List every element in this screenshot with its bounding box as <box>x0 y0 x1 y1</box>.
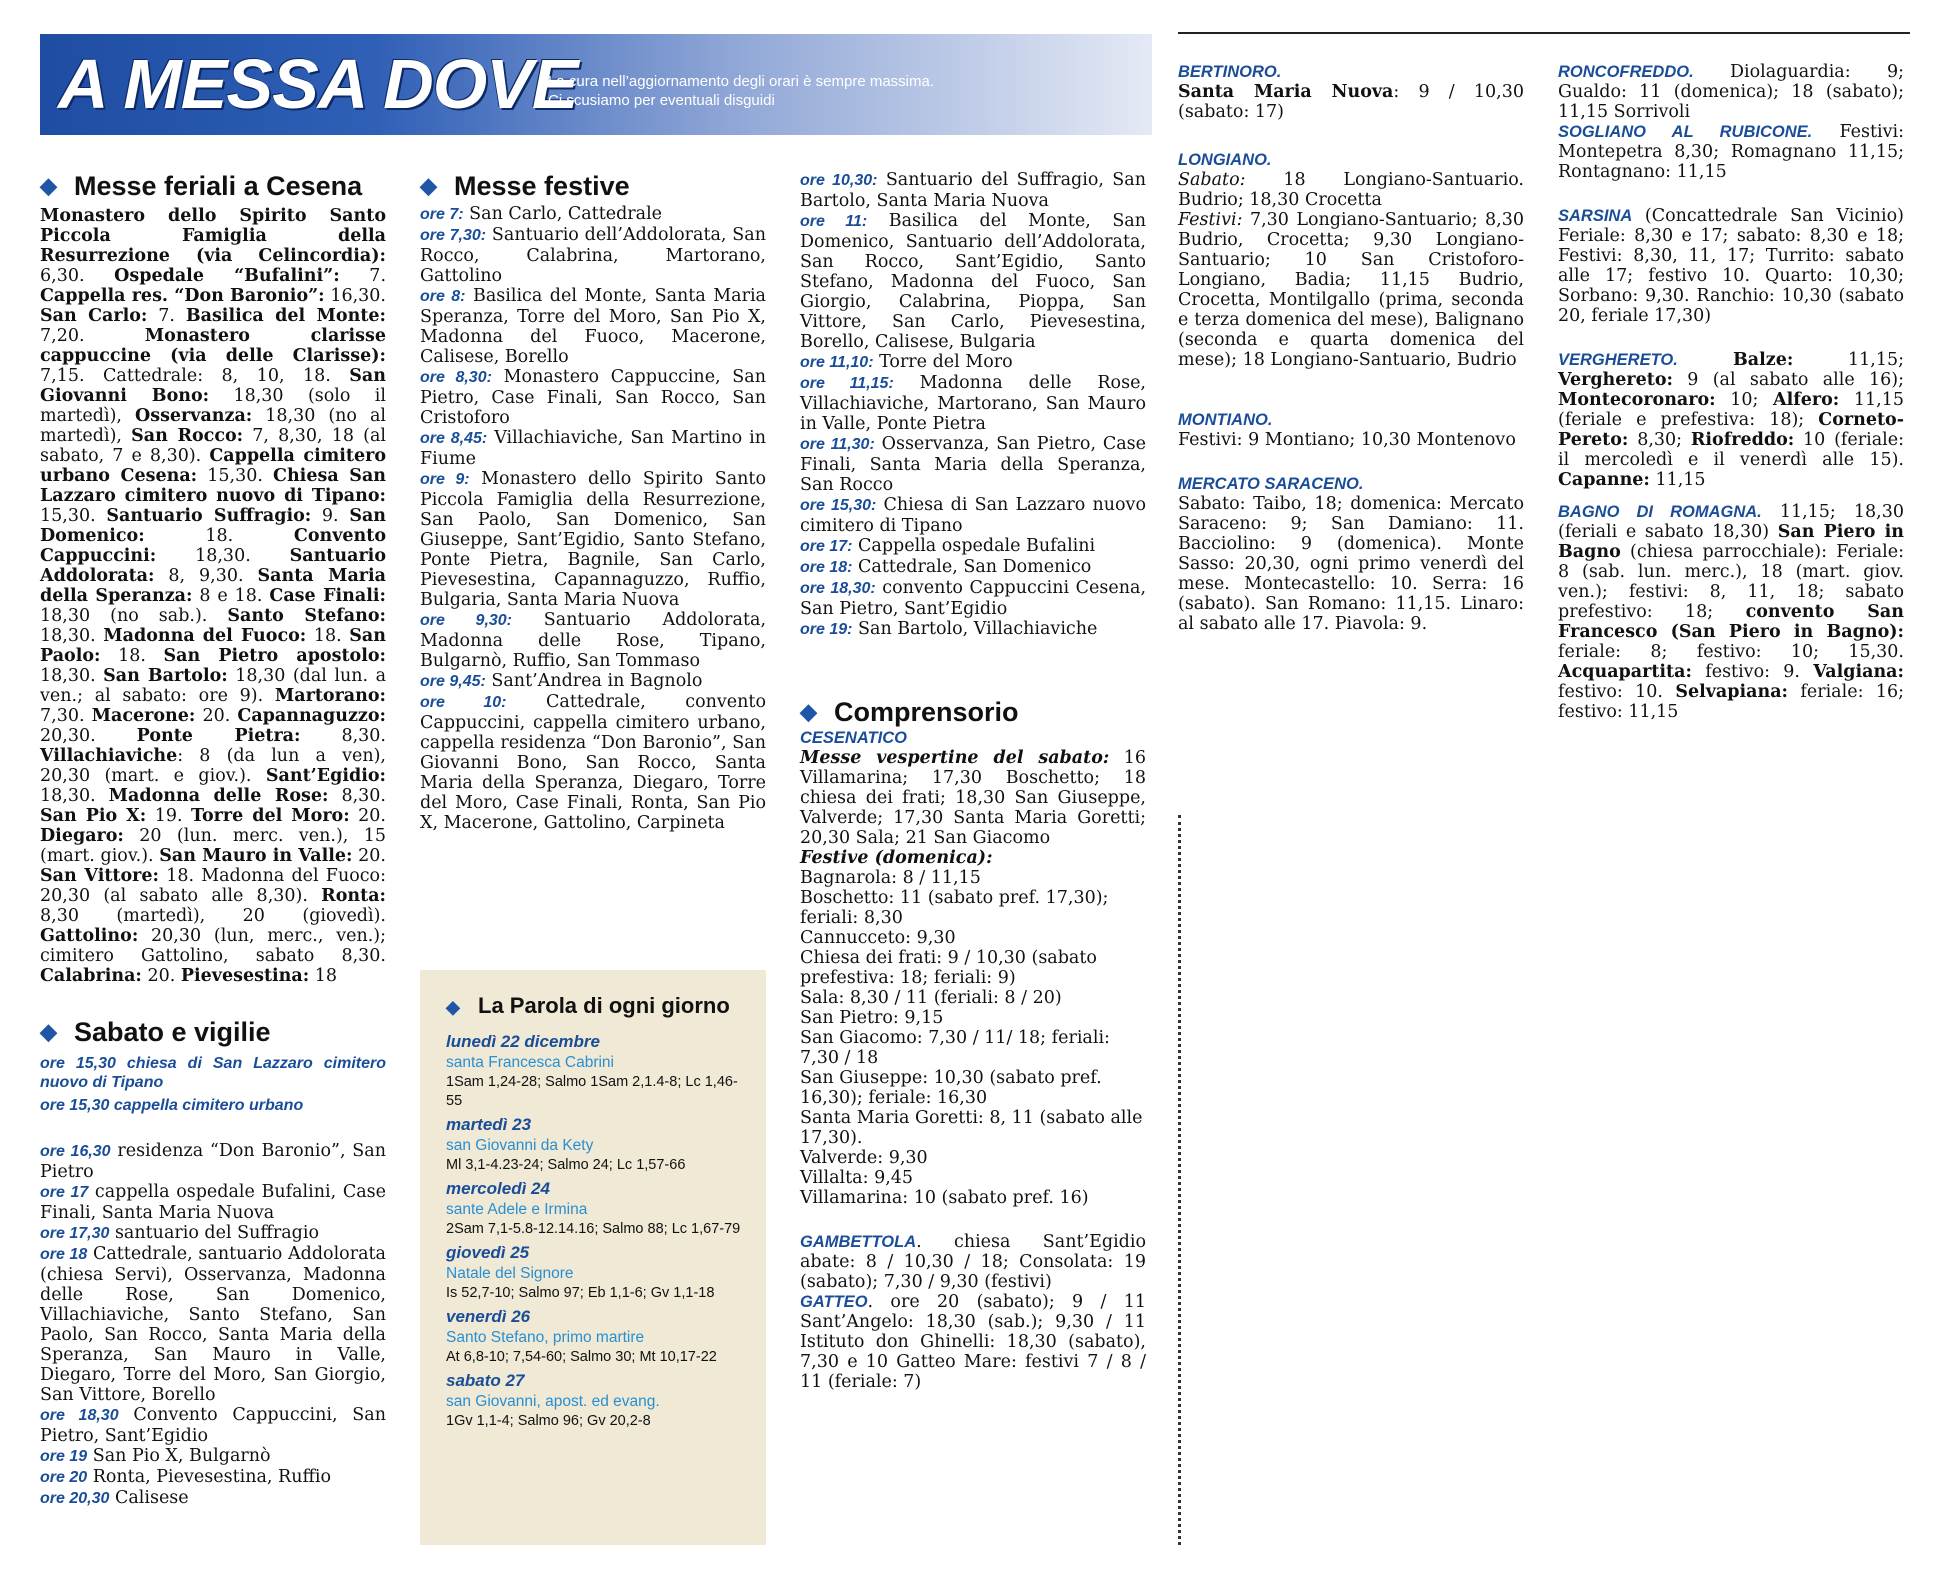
bold-label: Capanne: <box>1558 470 1650 490</box>
schedule-entry <box>800 434 1146 495</box>
entry-time: ore 9,30: <box>420 612 513 629</box>
entry-text: 20. <box>141 966 181 986</box>
bold-label: San Carlo: <box>40 306 148 326</box>
entry-text: Cattedrale, San Domenico <box>852 557 1092 577</box>
entry-text: 9. <box>311 506 350 526</box>
parola-saint: Natale del Signore <box>446 1265 574 1282</box>
top-rule <box>1178 32 1910 34</box>
entry-text: Convento Cappuccini, San Pietro, Sant’Egidio <box>40 1405 386 1446</box>
bold-label: Sant’Egidio: <box>265 766 386 786</box>
schedule-entry <box>800 619 1146 640</box>
entry-text: 7, 8,30, 18 (al sabato, 7 e 8,30). <box>40 426 387 466</box>
schedule-entry <box>800 557 1146 578</box>
entry-time: ore 18,30 <box>40 1407 119 1424</box>
schedule-entry <box>800 373 1146 434</box>
sabato-blue-line-2: ore 15,30 cappella cimitero urbano <box>40 1097 304 1114</box>
parola-saint: santa Francesca Cabrini <box>446 1054 614 1071</box>
entry-text: Monastero Cappuccine, San Pietro, Case Finali, San Rocco, San Cristoforo <box>420 367 766 428</box>
bold-label: San Rocco: <box>131 426 244 446</box>
column-festive <box>420 170 766 833</box>
entry-text: 20. <box>195 706 238 726</box>
entry-time: ore 8,45: <box>420 430 488 447</box>
entry-text: 18. <box>306 626 350 646</box>
entry-time: ore 17,30 <box>40 1225 110 1242</box>
verghereto-entry: VERGHERETO. Balze: 11,15; Verghereto: 9 (al sabato alle 16); Montecoronaro: 10; Alfero: 11,15 (feriale e prefestiva: 18); Corneto-Pereto: 8,30; Riofreddo: 10 (feriale: il mercoledì e il venerdì alle 15). Capanne: 11,15 <box>1558 350 1904 490</box>
bold-label: Monastero clarisse cappuccine (via delle Clarisse): <box>40 326 387 366</box>
parola-day <box>446 1178 752 1239</box>
entry-text: 20 (lun. merc. ven.), 15 (mart. giov.). <box>40 826 386 866</box>
heading-text: Comprensorio <box>834 697 1019 727</box>
entry-time: ore 8,30: <box>420 369 492 386</box>
parola-reading: Is 52,7-10; Salmo 97; Eb 1,1-6; Gv 1,1-18 <box>446 1285 715 1301</box>
section-heading-comprensorio <box>800 696 1146 728</box>
entry-text: San Bartolo, Villachiaviche <box>852 619 1098 639</box>
bold-label: Montecoronaro: <box>1558 390 1716 410</box>
cesenatico-line: Villamarina: 10 (sabato pref. 16) <box>800 1188 1089 1208</box>
schedule-entry <box>40 1141 386 1182</box>
bold-label: Balze: <box>1677 350 1794 370</box>
schedule-entry <box>40 1467 386 1488</box>
entry-text: Basilica del Monte, San Domenico, Santuario dell’Addolorata, San Rocco, Sant’Egidio, Santo Stefano, Madonna del Fuoco, San Giorgio, Calabrina, Pioppa, San Vittore, San Carlo, Pievesestina, Borello, Calisese, Bulgaria <box>800 211 1147 352</box>
bold-label: San Paolo: <box>40 626 386 666</box>
entry-text: 18,30. <box>40 786 109 806</box>
entry-text: Chiesa di San Lazzaro nuovo cimitero di Tipano <box>800 495 1146 536</box>
schedule-entry <box>420 225 766 286</box>
parola-day <box>446 1306 752 1367</box>
entry-text: Santuario del Suffragio, San Bartolo, Santa Maria Nuova <box>800 170 1146 211</box>
gambettola-entry: GAMBETTOLA. chiesa Sant’Egidio abate: 8 / 10,30 / 18; Consolata: 19 (sabato); 7,30 / 9,30 (festivi) <box>800 1232 1146 1292</box>
entry-text: 7,30. <box>40 706 92 726</box>
entry-text: cappella ospedale Bufalini, Case Finali, Santa Maria Nuova <box>40 1182 387 1223</box>
place-mercato: MERCATO SARACENO. <box>1178 475 1364 493</box>
festive-list <box>420 204 766 833</box>
parola-saint: san Giovanni, apost. ed evang. <box>446 1393 660 1410</box>
section-heading-sabato <box>40 1016 386 1048</box>
bold-label: Osservanza: <box>134 406 253 426</box>
entry-text: 8, 9,30. <box>154 566 258 586</box>
bold-label: Chiesa San Lazzaro cimitero nuovo di Tipano: <box>40 466 386 506</box>
entry-text: 7,20. <box>40 326 145 346</box>
entry-time: ore 20,30 <box>40 1490 110 1507</box>
bold-label: Convento Cappuccini: <box>40 526 386 566</box>
cesenatico-line: San Giacomo: 7,30 / 11/ 18; feriali: 7,30 / 18 <box>800 1028 1110 1068</box>
cesenatico-line: Chiesa dei frati: 9 / 10,30 (sabato prefestiva: 18; feriali: 9) <box>800 948 1097 988</box>
heading-text: La Parola di ogni giorno <box>478 993 730 1018</box>
entry-text: Villachiaviche, San Martino in Fiume <box>420 428 766 469</box>
entry-text: 20,30 (lun, merc., ven.); cimitero Gattolino, sabato 8,30. <box>40 926 386 966</box>
bold-label: Monastero dello Spirito Santo Piccola Famiglia della Resurrezione (via Celincordia): <box>40 206 386 266</box>
entry-text: 9 (al sabato alle 16); <box>1673 370 1904 390</box>
bold-label: Villachiaviche <box>40 746 178 766</box>
bold-label: Diegaro: <box>40 826 124 846</box>
bold-label: convento San Francesco (San Piero in Bagno): <box>1558 602 1904 642</box>
entry-text: 8,30. <box>300 726 386 746</box>
entry-text: Monastero dello Spirito Santo Piccola Famiglia della Resurrezione, San Paolo, San Domenico, San Giuseppe, Sant’Egidio, Santo Stefano, Ponte Pietra, Bagnile, San Carlo, Pievesestina, Capannaguzzo, Ruffio, Bulgaria, Santa Maria Nuova <box>420 469 766 610</box>
column-5 <box>1558 62 1904 722</box>
entry-time: ore 18,30: <box>800 580 876 597</box>
entry-text: 18 <box>309 966 338 986</box>
section-heading-feriali <box>40 170 386 202</box>
entry-text: 8,30; <box>1628 430 1691 450</box>
entry-text: 10 (feriale: il mercoledì e il venerdì alle 15). <box>1558 430 1904 470</box>
cesenatico-line: San Pietro: 9,15 <box>800 1008 944 1028</box>
schedule-entry <box>800 495 1146 536</box>
sarsina-entry: SARSINA (Concattedrale San Vicinio) Feriale: 8,30 e 17; sabato: 8,30 e 18; Festivi: 8,30, 11, 17; Turrito: sabato alle 17; festivo 10. Quarto: 10,30; Sorbano: 9,30. Ranchio: 10,30 (sabato 20, feriale 17,30) <box>1558 206 1904 326</box>
column-4 <box>1178 62 1524 634</box>
diamond-icon: ◆ <box>446 997 460 1017</box>
diamond-icon: ◆ <box>800 699 817 724</box>
bold-label: San Bartolo: <box>103 666 228 686</box>
entry-time: ore 18: <box>800 559 853 576</box>
bold-label: Gattolino: <box>40 926 139 946</box>
cesenatico-line: Cannucceto: 9,30 <box>800 928 956 948</box>
cesenatico-lines <box>800 868 1146 1208</box>
parola-list <box>446 1031 752 1431</box>
bertinoro-entry: Santa Maria Nuova: 9 / 10,30 (sabato: 17) <box>1178 82 1524 122</box>
bold-label: San Pio X: <box>40 806 147 826</box>
entry-text: 15,30. <box>40 506 107 526</box>
sabato-list <box>40 1141 386 1509</box>
schedule-entry <box>800 536 1146 557</box>
entry-text: 11,15; 18,30 (feriali e sabato 18,30) <box>1558 502 1904 542</box>
cesenatico-line: Villalta: 9,45 <box>800 1168 914 1188</box>
schedule-entry <box>800 170 1146 211</box>
column-comprensorio <box>800 170 1146 1392</box>
entry-text: feriale: 8; festivo: 10; 15,30. <box>1558 642 1904 662</box>
bold-label: Macerone: <box>91 706 196 726</box>
entry-time: ore 17 <box>40 1184 89 1201</box>
parola-day-title: giovedì 25 <box>446 1243 530 1262</box>
bold-label: Ponte Pietra: <box>136 726 301 746</box>
entry-text: 11,15 (feriale e prefestiva: 18); <box>1558 390 1904 430</box>
parola-day-title: venerdì 26 <box>446 1307 531 1326</box>
diamond-icon: ◆ <box>40 1019 57 1044</box>
entry-text: 20,30. <box>40 726 137 746</box>
entry-text: Ronta, Pievesestina, Ruffio <box>87 1467 332 1487</box>
entry-text: Torre del Moro <box>873 352 1013 372</box>
place-cesenatico: CESENATICO <box>800 729 907 747</box>
entry-text: Santuario Addolorata, Madonna delle Rose, Tipano, Bulgarnò, Ruffio, San Tommaso <box>420 610 767 671</box>
parola-heading <box>446 992 752 1021</box>
bold-label: Basilica del Monte: <box>185 306 386 326</box>
entry-text: festivo: 9. <box>1691 662 1814 682</box>
bold-label: San Vittore: <box>40 866 159 886</box>
entry-text: Cappella ospedale Bufalini <box>852 536 1096 556</box>
sogliano-entry: SOGLIANO AL RUBICONE. Festivi: Montepetra 8,30; Romagnano 11,15; Rontagnano: 11,15 <box>1558 122 1904 182</box>
entry-text: 8 e 18. <box>192 586 270 606</box>
schedule-entry <box>40 1223 386 1244</box>
entry-text: 18. <box>144 526 294 546</box>
entry-text: 7,15. Cattedrale: 8, 10, 18. <box>40 366 350 386</box>
entry-text: Calisese <box>109 1488 189 1508</box>
place-montiano: MONTIANO. <box>1178 411 1273 429</box>
entry-time: ore 9,45: <box>420 673 486 690</box>
entry-text: 7. <box>339 266 387 286</box>
schedule-entry <box>420 367 766 428</box>
parola-reading: 1Gv 1,1-4; Salmo 96; Gv 20,2-8 <box>446 1413 651 1429</box>
entry-time: ore 11,15: <box>800 375 894 392</box>
column-feriali <box>40 170 386 1509</box>
bold-label: Martorano: <box>274 686 386 706</box>
parola-day-title: lunedì 22 dicembre <box>446 1032 600 1051</box>
entry-text: San Pio X, Bulgarnò <box>87 1446 271 1466</box>
entry-text: 11,15 <box>1649 470 1706 490</box>
bold-label: Calabrina: <box>40 966 142 986</box>
bold-label: San Giovanni Bono: <box>40 366 386 406</box>
parola-reading: Ml 3,1-4.23-24; Salmo 24; Lc 1,57-66 <box>446 1157 686 1173</box>
cesenatico-line: San Giuseppe: 10,30 (sabato pref. 16,30); feriale: 16,30 <box>800 1068 1102 1108</box>
bold-label: Riofreddo: <box>1690 430 1795 450</box>
entry-text: 20. <box>352 846 386 866</box>
bold-label: Alfero: <box>1773 390 1840 410</box>
entry-text: 7. <box>147 306 186 326</box>
parola-day <box>446 1114 752 1175</box>
cesenatico-line: Bagnarola: 8 / 11,15 <box>800 868 981 888</box>
entry-text: santuario del Suffragio <box>109 1223 319 1243</box>
column-divider <box>1178 815 1181 1545</box>
entry-text: 20. <box>349 806 386 826</box>
longiano-festivi: Festivi: 7,30 Longiano-Santuario; 8,30 Budrio, Crocetta; 9,30 Longiano-Santuario; 10 San Cristoforo-Longiano, Badia; 11,15 Budrio, Crocetta, Montilgallo (prima, seconda e terza domenica del mese), Balignano (seconda e quarta domenica del mese); 18 Longiano-Santuario, Budrio <box>1178 210 1524 370</box>
heading-text: Sabato e vigilie <box>74 1017 271 1047</box>
entry-text: (chiesa parrocchiale): Feriale: 8 (sab. lun. merc.), 18 (mart. giov. ven.); festivi: 8, 11, 18; sabato prefestivo: 18; <box>1558 542 1904 622</box>
cesenatico-line: Boschetto: 11 (sabato pref. 17,30); feriali: 8,30 <box>800 888 1109 928</box>
bold-label: Santa Maria della Speranza: <box>40 566 386 606</box>
parola-day <box>446 1370 752 1431</box>
cesenatico-line: Santa Maria Goretti: 8, 11 (sabato alle 17,30). <box>800 1108 1143 1148</box>
page-title: A MESSA DOVE <box>58 45 578 123</box>
parola-reading: 1Sam 1,24-28; Salmo 1Sam 2,1.4-8; Lc 1,46-55 <box>446 1074 738 1109</box>
entry-time: ore 17: <box>800 538 853 555</box>
schedule-entry <box>40 1182 386 1223</box>
schedule-entry <box>40 1446 386 1467</box>
entry-text: 18,30. <box>40 666 104 686</box>
schedule-entry <box>420 428 766 469</box>
heading-text: Messe festive <box>454 171 630 201</box>
sabato-blue-line-1: ore 15,30 chiesa di San Lazzaro cimitero nuovo di Tipano <box>40 1055 386 1091</box>
cesenatico-line: Valverde: 9,30 <box>800 1148 928 1168</box>
bagno-entry: BAGNO DI ROMAGNA. 11,15; 18,30 (feriali e sabato 18,30) San Piero in Bagno (chiesa parrocchiale): Feriale: 8 (sab. lun. merc.), 18 (mart. giov. ven.); festivi: 8, 11, 18; sabato prefestivo: 18; convento San Francesco (San Piero in Bagno): feriale: 8; festivo: 10; 15,30. Acquapartita: festivo: 9. Valgiana: festivo: 10. Selvapiana: feriale: 16; festivo: 11,15 <box>1558 502 1905 722</box>
bold-label: Madonna del Fuoco: <box>103 626 307 646</box>
bold-label: Cappella cimitero urbano Cesena: <box>40 446 386 486</box>
bold-label: San Pietro apostolo: <box>163 646 386 666</box>
entry-text: 18,30 (solo il martedì), <box>40 386 386 426</box>
entry-time: ore 18 <box>40 1246 88 1263</box>
parola-day-title: sabato 27 <box>446 1371 525 1390</box>
entry-text: 18,30. <box>156 546 290 566</box>
bold-label: San Domenico: <box>40 506 387 546</box>
schedule-entry <box>420 286 766 367</box>
entry-text: 18,30 (dal lun. a ven.; al sabato: ore 9). <box>40 666 386 706</box>
schedule-entry <box>800 211 1146 352</box>
entry-time: ore 7: <box>420 206 464 223</box>
notice-line-1: La cura nell’aggiornamento degli orari è sempre massima. <box>548 73 935 90</box>
entry-text: 18,30 (no al martedì), <box>40 406 386 446</box>
entry-time: ore 11,30: <box>800 436 875 453</box>
section-heading-festive <box>420 170 766 202</box>
entry-text: 16,30. <box>324 286 386 306</box>
entry-time: ore 19: <box>800 621 853 638</box>
entry-text: 8,30. <box>328 786 386 806</box>
bold-label: Ronta: <box>321 886 386 906</box>
entry-text: 18,30 (no sab.). <box>40 606 228 626</box>
entry-text: 6,30. <box>40 266 115 286</box>
entry-text: 18. <box>100 646 164 666</box>
schedule-entry <box>40 1488 386 1509</box>
parola-reading: At 6,8-10; 7,54-60; Salmo 30; Mt 10,17-22 <box>446 1349 717 1365</box>
parola-saint: sante Adele e Irmina <box>446 1201 588 1218</box>
bold-label: Corneto-Pereto: <box>1558 410 1904 450</box>
entry-text: convento Cappuccini Cesena, San Pietro, Sant’Egidio <box>800 578 1147 619</box>
entry-text: Santuario dell’Addolorata, San Rocco, Calabrina, Martorano, Gattolino <box>420 225 767 286</box>
entry-text: 11,15; <box>1793 350 1904 370</box>
bold-label: San Mauro in Valle: <box>159 846 353 866</box>
entry-time: ore 8: <box>420 288 466 305</box>
bold-label: Case Finali: <box>269 586 386 606</box>
bold-label: Acquapartita: <box>1558 662 1692 682</box>
schedule-entry <box>420 671 766 692</box>
schedule-entry <box>40 1405 386 1446</box>
parola-day <box>446 1031 752 1111</box>
entry-text: festivo: 10. <box>1558 682 1676 702</box>
diamond-icon: ◆ <box>420 173 437 198</box>
entry-text: : 8 (da lun a ven), 20,30 (mart. e giov.). <box>40 746 386 786</box>
parola-saint: Santo Stefano, primo martire <box>446 1329 645 1346</box>
entry-text: Cattedrale, convento Cappuccini, cappella cimitero urbano, cappella residenza “Don Baronio”, San Giovanni Bono, San Rocco, Santa Maria della Speranza, Diegaro, Torre del Moro, Case Finali, Ronta, San Pio X, Macerone, Gattolino, Carpineta <box>420 692 766 833</box>
schedule-entry <box>420 692 766 833</box>
schedule-entry <box>800 352 1146 373</box>
entry-text: 18. Madonna del Fuoco: 20,30 (al sabato alle 8,30). <box>40 866 386 906</box>
entry-text: 15,30. <box>197 466 274 486</box>
bold-label: Torre del Moro: <box>191 806 350 826</box>
entry-time: ore 11: <box>800 213 868 230</box>
schedule-entry <box>420 204 766 225</box>
entry-text: 8,30 (martedì), 20 (giovedì). <box>40 906 386 926</box>
schedule-entry <box>800 578 1146 619</box>
entry-text: 10; <box>1715 390 1774 410</box>
place-bertinoro: BERTINORO. <box>1178 63 1282 81</box>
bold-label: Verghereto: <box>1558 370 1673 390</box>
entry-text: Basilica del Monte, Santa Maria Speranza, Torre del Moro, San Pio X, Madonna del Fuoco, Macerone, Calisese, Borello <box>420 286 766 367</box>
roncofreddo-entry: RONCOFREDDO. Diolaguardia: 9; Gualdo: 11 (domenica); 18 (sabato); 11,15 Sorrivoli <box>1558 62 1904 122</box>
schedule-entry <box>40 1244 386 1405</box>
entry-time: ore 15,30: <box>800 497 877 514</box>
entry-text: Osservanza, San Pietro, Case Finali, Santa Maria della Speranza, San Rocco <box>800 434 1147 495</box>
festive-list-cont <box>800 170 1146 640</box>
parola-saint: san Giovanni da Kety <box>446 1137 594 1154</box>
bold-label: Santuario Suffragio: <box>106 506 312 526</box>
entry-text: Madonna delle Rose, Villachiaviche, Martorano, San Mauro in Valle, Ponte Pietra <box>800 373 1146 434</box>
cesenatico-festive-label: Festive (domenica): <box>800 848 993 868</box>
entry-text: San Carlo, Cattedrale <box>463 204 663 224</box>
entry-time: ore 7,30: <box>420 227 487 244</box>
mercato-entry: Sabato: Taibo, 18; domenica: Mercato Saraceno: 9; San Damiano: 11. Bacciolino: 9 (domenica). Monte Sasso: 20,30, ogni primo venerdì del mese. Montecastello: 10. Serra: 16 (sabato). San Romano: 11,15. Linaro: al sabato alle 17. Piavola: 9. <box>1178 494 1524 634</box>
bold-label: Ospedale “Bufalini”: <box>114 266 340 286</box>
entry-time: ore 10: <box>420 694 507 711</box>
entry-time: ore 10,30: <box>800 172 878 189</box>
montiano-entry: Festivi: 9 Montiano; 10,30 Montenovo <box>1178 430 1516 450</box>
bold-label: Capannaguzzo: <box>237 706 386 726</box>
schedule-entry <box>420 610 766 671</box>
entry-text: residenza “Don Baronio”, San Pietro <box>40 1141 386 1182</box>
parola-day <box>446 1242 752 1303</box>
entry-time: ore 16,30 <box>40 1143 111 1160</box>
diamond-icon: ◆ <box>40 173 57 198</box>
entry-text: 18,30. <box>40 626 104 646</box>
parola-day-title: martedì 23 <box>446 1115 532 1134</box>
bold-label: Santo Stefano: <box>227 606 386 626</box>
heading-text: Messe feriali a Cesena <box>74 171 363 201</box>
bold-label: Pievesestina: <box>180 966 310 986</box>
entry-time: ore 20 <box>40 1469 88 1486</box>
schedule-entry <box>420 469 766 610</box>
parola-reading: 2Sam 7,1-5.8-12.14.16; Salmo 88; Lc 1,67-79 <box>446 1221 741 1237</box>
entry-time: ore 9: <box>420 471 470 488</box>
bold-label: Selvapiana: <box>1675 682 1789 702</box>
entry-time: ore 11,10: <box>800 354 874 371</box>
notice-line-2: Ci scusiamo per eventuali disguidi <box>548 92 775 109</box>
entry-time: ore 19 <box>40 1448 88 1465</box>
banner-notice <box>548 72 934 110</box>
entry-text: Sant’Andrea in Bagnolo <box>485 671 703 691</box>
parola-box <box>420 970 766 1545</box>
entry-text: feriale: 16; festivo: 11,15 <box>1558 682 1904 722</box>
bold-label: Cappella res. “Don Baronio”: <box>40 286 325 306</box>
gatteo-entry: GATTEO. ore 20 (sabato); 9 / 11 Sant’Angelo: 18,30 (sab.); 9,30 / 11 Istituto don Ghinelli: 18,30 (sabato), 7,30 e 10 Gatteo Mare: festivi 7 / 8 / 11 (feriale: 7) <box>800 1292 1146 1392</box>
parola-day-title: mercoledì 24 <box>446 1179 550 1198</box>
longiano-sabato: Sabato: 18 Longiano-Santuario. Budrio; 18,30 Crocetta <box>1178 170 1524 210</box>
cesenatico-line: Sala: 8,30 / 11 (feriali: 8 / 20) <box>800 988 1062 1008</box>
entry-text: 19. <box>146 806 191 826</box>
bold-label: San Piero in Bagno <box>1558 522 1905 562</box>
place-longiano: LONGIANO. <box>1178 151 1272 169</box>
feriali-text <box>40 206 386 986</box>
bold-label: Santuario Addolorata: <box>40 546 386 586</box>
cesenatico-vespertine: Messe vespertine del sabato: 16 Villamarina; 17,30 Boschetto; 18 chiesa dei frati; 18,30 San Giuseppe, Valverde; 17,30 Santa Maria Goretti; 20,30 Sala; 21 San Giacomo <box>800 748 1146 848</box>
bold-label: Madonna delle Rose: <box>108 786 329 806</box>
bold-label: Valgiana: <box>1813 662 1904 682</box>
entry-text: Cattedrale, santuario Addolorata (chiesa Servi), Osservanza, Madonna delle Rose, San Domenico, Villachiaviche, Santo Stefano, San Paolo, San Rocco, Santa Maria della Speranza, San Mauro in Valle, Diegaro, Torre del Moro, San Giorgio, San Vittore, Borello <box>40 1244 386 1405</box>
